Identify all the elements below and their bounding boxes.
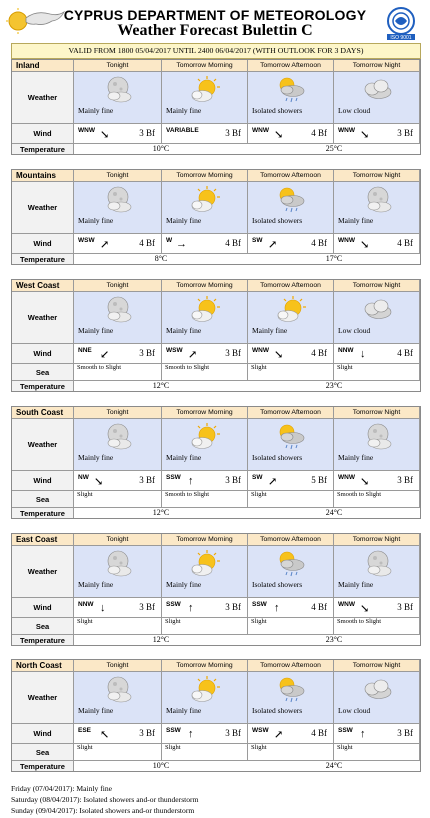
- weather-description: Mainly fine: [78, 706, 114, 715]
- wind-direction: SSW: [166, 474, 181, 481]
- region-west-coast: [11, 279, 421, 392]
- wind-cell: [248, 123, 334, 143]
- sea-state-cell: Slight: [74, 743, 162, 760]
- region-east-coast: [11, 533, 421, 646]
- weather-description: Isolated showers: [252, 106, 303, 115]
- wind-arrow-icon: ↙: [100, 349, 110, 361]
- temperature-label: Temperature: [12, 380, 74, 391]
- wind-cell: [162, 723, 248, 743]
- region-south-coast: [11, 406, 421, 519]
- wind-direction: NNW: [78, 601, 94, 608]
- period-header: Tomorrow Afternoon: [248, 407, 334, 418]
- moon-cloud-icon: [99, 76, 135, 104]
- period-header: Tomorrow Morning: [162, 170, 248, 181]
- wind-direction: ESE: [78, 727, 92, 734]
- wind-cell: [334, 233, 420, 253]
- sea-state-cell: Slight: [74, 617, 162, 634]
- wind-direction: SSW: [166, 727, 181, 734]
- wind-cell: [248, 597, 334, 617]
- wind-force: 3 Bf: [225, 475, 241, 485]
- sun-cloud-icon: [187, 676, 223, 704]
- weather-cell: [74, 71, 162, 123]
- sea-state-cell: Slight: [74, 490, 162, 507]
- wind-force: 4 Bf: [311, 128, 327, 138]
- wind-cell: [74, 470, 162, 490]
- region-name: West Coast: [12, 280, 74, 291]
- wind-cell: [248, 233, 334, 253]
- weather-description: Mainly fine: [338, 453, 374, 462]
- sea-label: Sea: [12, 490, 74, 507]
- temperature-night: 12°C: [152, 508, 170, 517]
- weather-description: Mainly fine: [338, 580, 374, 589]
- wind-arrow-icon: ↓: [360, 348, 366, 360]
- sun-cloud-rain-icon: [273, 76, 309, 104]
- temperature-afternoon: 25°C: [325, 144, 343, 153]
- wind-label: Wind: [12, 723, 74, 743]
- sun-cloud-rain-icon: [273, 423, 309, 451]
- sea-state-cell: Slight: [162, 743, 248, 760]
- temperature-night: 8°C: [154, 254, 168, 263]
- sun-cloud-rain-icon: [273, 550, 309, 578]
- moon-cloud-icon: [359, 423, 395, 451]
- period-header: Tomorrow Night: [334, 280, 420, 291]
- wind-cell: [248, 470, 334, 490]
- sea-state-cell: Slight: [162, 617, 248, 634]
- wind-arrow-icon: ↘: [360, 476, 370, 488]
- wind-force: 4 Bf: [225, 238, 241, 248]
- region-inland: [11, 59, 421, 155]
- sea-state-cell: Slight: [248, 490, 334, 507]
- temperature-night: 12°C: [152, 381, 170, 390]
- wind-label: Wind: [12, 470, 74, 490]
- temperature-label: Temperature: [12, 634, 74, 645]
- weather-label: Weather: [12, 181, 74, 233]
- wind-direction: SW: [252, 237, 263, 244]
- wind-force: 4 Bf: [139, 238, 155, 248]
- wind-label: Wind: [12, 233, 74, 253]
- wind-arrow-icon: ↘: [100, 129, 110, 141]
- period-header: Tonight: [74, 60, 162, 71]
- weather-cell: [334, 181, 420, 233]
- weather-description: Mainly fine: [166, 453, 202, 462]
- weather-cell: [74, 181, 162, 233]
- wind-cell: [74, 723, 162, 743]
- wind-direction: WNW: [252, 347, 269, 354]
- wind-force: 4 Bf: [311, 348, 327, 358]
- period-header: Tonight: [74, 534, 162, 545]
- cloud-icon: [359, 296, 395, 324]
- wind-arrow-icon: ↖: [100, 729, 110, 741]
- period-header: Tomorrow Morning: [162, 407, 248, 418]
- moon-cloud-icon: [99, 423, 135, 451]
- temperature-night: 10°C: [152, 761, 170, 770]
- wind-force: 3 Bf: [397, 728, 413, 738]
- wind-direction: WSW: [166, 347, 183, 354]
- weather-cell: [162, 71, 248, 123]
- sun-cloud-icon: [187, 186, 223, 214]
- moon-cloud-icon: [99, 676, 135, 704]
- sea-state-cell: Slight: [334, 363, 420, 380]
- wind-cell: [334, 123, 420, 143]
- wind-cell: [334, 343, 420, 363]
- wind-force: 4 Bf: [397, 238, 413, 248]
- wind-direction: WNW: [338, 601, 355, 608]
- temperature-afternoon: 24°C: [325, 508, 343, 517]
- wind-force: 5 Bf: [311, 475, 327, 485]
- temperature-afternoon: 23°C: [325, 635, 343, 644]
- sea-state-cell: Slight: [248, 743, 334, 760]
- wind-direction: WSW: [252, 727, 269, 734]
- weather-label: Weather: [12, 671, 74, 723]
- cloud-icon: [359, 676, 395, 704]
- wind-arrow-icon: →: [176, 238, 187, 250]
- wind-force: 3 Bf: [139, 728, 155, 738]
- period-header: Tomorrow Morning: [162, 280, 248, 291]
- wind-arrow-icon: ↑: [188, 728, 194, 740]
- weather-description: Mainly fine: [166, 106, 202, 115]
- weather-description: Mainly fine: [78, 453, 114, 462]
- wind-arrow-icon: ↓: [100, 602, 106, 614]
- period-header: Tomorrow Morning: [162, 534, 248, 545]
- weather-description: Mainly fine: [338, 216, 374, 225]
- region-name: South Coast: [12, 407, 74, 418]
- temperature-afternoon: 24°C: [325, 761, 343, 770]
- sea-label: Sea: [12, 743, 74, 760]
- moon-cloud-icon: [359, 550, 395, 578]
- weather-cell: [248, 545, 334, 597]
- wind-arrow-icon: ↘: [360, 603, 370, 615]
- bulletin-header: [0, 0, 430, 42]
- wind-direction: SW: [252, 474, 263, 481]
- sun-cloud-icon: [187, 76, 223, 104]
- weather-cell: [162, 181, 248, 233]
- period-header: Tomorrow Night: [334, 170, 420, 181]
- wind-arrow-icon: ↑: [188, 475, 194, 487]
- weather-cell: [162, 291, 248, 343]
- weather-cell: [334, 545, 420, 597]
- wind-label: Wind: [12, 343, 74, 363]
- wind-force: 3 Bf: [397, 475, 413, 485]
- wind-cell: [162, 233, 248, 253]
- weather-description: Mainly fine: [252, 326, 288, 335]
- weather-label: Weather: [12, 545, 74, 597]
- wind-force: 4 Bf: [311, 602, 327, 612]
- period-header: Tonight: [74, 660, 162, 671]
- wind-direction: SSW: [338, 727, 353, 734]
- weather-label: Weather: [12, 71, 74, 123]
- weather-cell: [334, 71, 420, 123]
- weather-cell: [248, 418, 334, 470]
- temperature-night: 12°C: [152, 635, 170, 644]
- wind-label: Wind: [12, 597, 74, 617]
- period-header: Tomorrow Night: [334, 60, 420, 71]
- wind-force: 4 Bf: [311, 728, 327, 738]
- wind-direction: SSW: [252, 601, 267, 608]
- weather-description: Isolated showers: [252, 706, 303, 715]
- weather-description: Mainly fine: [78, 580, 114, 589]
- weather-cell: [248, 181, 334, 233]
- wind-cell: [162, 597, 248, 617]
- wind-force: 3 Bf: [225, 348, 241, 358]
- weather-cell: [248, 71, 334, 123]
- region-mountains: [11, 169, 421, 265]
- sea-state-cell: Smooth to Slight: [162, 363, 248, 380]
- weather-description: Mainly fine: [166, 706, 202, 715]
- weather-description: Mainly fine: [166, 216, 202, 225]
- wind-arrow-icon: ↗: [268, 239, 278, 251]
- moon-cloud-icon: [99, 550, 135, 578]
- weather-cell: [74, 418, 162, 470]
- weather-description: Mainly fine: [78, 216, 114, 225]
- wind-arrow-icon: ↑: [274, 602, 280, 614]
- region-north-coast: [11, 659, 421, 772]
- weather-description: Isolated showers: [252, 453, 303, 462]
- validity-banner: VALID FROM 1800 05/04/2017 UNTIL 2400 06/04/2017 (WITH OUTLOOK FOR 3 DAYS): [11, 43, 421, 59]
- wind-force: 4 Bf: [397, 348, 413, 358]
- wind-cell: [334, 723, 420, 743]
- wind-direction: NW: [78, 474, 89, 481]
- wind-cell: [74, 597, 162, 617]
- bulletin-title: Weather Forecast Bulettin C: [117, 22, 313, 39]
- outlook-line: Saturday (08/04/2017): Isolated showers and-or thunderstorm: [11, 795, 199, 804]
- sea-state-cell: Smooth to Slight: [74, 363, 162, 380]
- wind-direction: WSW: [78, 237, 95, 244]
- weather-description: Low cloud: [338, 106, 371, 115]
- sea-state-cell: Smooth to Slight: [334, 617, 420, 634]
- sea-state-cell: Slight: [248, 363, 334, 380]
- wind-cell: [334, 470, 420, 490]
- wind-force: 3 Bf: [139, 128, 155, 138]
- wind-force: 3 Bf: [225, 128, 241, 138]
- weather-cell: [334, 671, 420, 723]
- sea-state-cell: Smooth to Slight: [334, 490, 420, 507]
- weather-cell: [162, 418, 248, 470]
- wind-force: 3 Bf: [397, 128, 413, 138]
- wind-arrow-icon: ↘: [274, 129, 284, 141]
- weather-label: Weather: [12, 418, 74, 470]
- weather-cell: [74, 291, 162, 343]
- period-header: Tomorrow Night: [334, 660, 420, 671]
- department-title: CYPRUS DEPARTMENT OF METEOROLOGY: [63, 7, 367, 23]
- wind-arrow-icon: ↗: [274, 729, 284, 741]
- weather-description: Mainly fine: [166, 326, 202, 335]
- weather-description: Mainly fine: [78, 106, 114, 115]
- outlook-line: Friday (07/04/2017): Mainly fine: [11, 784, 113, 793]
- iso-text: ISO 9001: [390, 35, 412, 40]
- weather-cell: [334, 291, 420, 343]
- weather-cell: [248, 291, 334, 343]
- wind-force: 4 Bf: [311, 238, 327, 248]
- wind-direction: NNE: [78, 347, 92, 354]
- wind-cell: [334, 597, 420, 617]
- weather-description: Mainly fine: [166, 580, 202, 589]
- temperature-label: Temperature: [12, 507, 74, 518]
- region-name: Mountains: [12, 170, 74, 181]
- period-header: Tomorrow Afternoon: [248, 660, 334, 671]
- wind-cell: [162, 123, 248, 143]
- weather-cell: [162, 545, 248, 597]
- weather-cell: [248, 671, 334, 723]
- temperature-label: Temperature: [12, 253, 74, 264]
- wind-force: 3 Bf: [225, 728, 241, 738]
- moon-cloud-icon: [99, 186, 135, 214]
- wind-cell: [248, 723, 334, 743]
- region-name: East Coast: [12, 534, 74, 545]
- sun-cloud-icon: [273, 296, 309, 324]
- sun-cloud-icon: [187, 296, 223, 324]
- weather-description: Low cloud: [338, 706, 371, 715]
- weather-cell: [74, 671, 162, 723]
- wind-cell: [162, 470, 248, 490]
- temperature-afternoon: 17°C: [325, 254, 343, 263]
- wind-force: 3 Bf: [139, 475, 155, 485]
- wind-arrow-icon: ↑: [360, 728, 366, 740]
- wind-arrow-icon: ↘: [274, 349, 284, 361]
- weather-cell: [74, 545, 162, 597]
- wind-arrow-icon: ↑: [188, 602, 194, 614]
- temperature-label: Temperature: [12, 143, 74, 154]
- wind-direction: WNW: [338, 127, 355, 134]
- wind-arrow-icon: ↗: [188, 349, 198, 361]
- period-header: Tomorrow Afternoon: [248, 170, 334, 181]
- sea-state-cell: Slight: [334, 743, 420, 760]
- period-header: Tomorrow Morning: [162, 660, 248, 671]
- wind-cell: [248, 343, 334, 363]
- weather-cell: [334, 418, 420, 470]
- outlook-line: Sunday (09/04/2017): Isolated showers and-or thunderstorm: [11, 806, 195, 815]
- wind-direction: SSW: [166, 601, 181, 608]
- cloud-icon: [359, 76, 395, 104]
- wind-arrow-icon: ↘: [94, 476, 104, 488]
- weather-description: Low cloud: [338, 326, 371, 335]
- wind-force: 3 Bf: [397, 602, 413, 612]
- weather-description: Mainly fine: [78, 326, 114, 335]
- sun-cloud-icon: [187, 550, 223, 578]
- wind-arrow-icon: ↘: [360, 129, 370, 141]
- wind-cell: [74, 233, 162, 253]
- wind-label: Wind: [12, 123, 74, 143]
- wind-force: 3 Bf: [225, 602, 241, 612]
- wind-cell: [74, 123, 162, 143]
- sun-cloud-icon: [187, 423, 223, 451]
- period-header: Tomorrow Afternoon: [248, 280, 334, 291]
- period-header: Tomorrow Night: [334, 534, 420, 545]
- temperature-night: 10°C: [152, 144, 170, 153]
- sea-state-cell: Smooth to Slight: [162, 490, 248, 507]
- sun-cloud-rain-icon: [273, 676, 309, 704]
- period-header: Tonight: [74, 280, 162, 291]
- sea-state-cell: Slight: [248, 617, 334, 634]
- weather-label: Weather: [12, 291, 74, 343]
- weather-description: Isolated showers: [252, 216, 303, 225]
- moon-cloud-icon: [359, 186, 395, 214]
- period-header: Tonight: [74, 170, 162, 181]
- wind-cell: [162, 343, 248, 363]
- wind-arrow-icon: ↗: [268, 476, 278, 488]
- sea-label: Sea: [12, 363, 74, 380]
- wind-direction: WNW: [338, 237, 355, 244]
- wind-direction: VARIABLE: [166, 127, 199, 134]
- region-name: North Coast: [12, 660, 74, 671]
- wind-force: 3 Bf: [139, 348, 155, 358]
- weather-cell: [162, 671, 248, 723]
- wind-force: 3 Bf: [139, 602, 155, 612]
- weather-description: Isolated showers: [252, 580, 303, 589]
- wind-direction: NNW: [338, 347, 354, 354]
- wind-direction: WNW: [338, 474, 355, 481]
- temperature-label: Temperature: [12, 760, 74, 771]
- wind-direction: WNW: [252, 127, 269, 134]
- period-header: Tomorrow Afternoon: [248, 60, 334, 71]
- wind-direction: WNW: [78, 127, 95, 134]
- period-header: Tomorrow Afternoon: [248, 534, 334, 545]
- period-header: Tonight: [74, 407, 162, 418]
- temperature-afternoon: 23°C: [325, 381, 343, 390]
- sea-label: Sea: [12, 617, 74, 634]
- sun-cloud-rain-icon: [273, 186, 309, 214]
- wind-direction: W: [166, 237, 173, 244]
- moon-cloud-icon: [99, 296, 135, 324]
- iso-logo: [384, 6, 418, 40]
- region-name: Inland: [12, 60, 74, 71]
- wind-cell: [74, 343, 162, 363]
- period-header: Tomorrow Morning: [162, 60, 248, 71]
- period-header: Tomorrow Night: [334, 407, 420, 418]
- wind-arrow-icon: ↘: [360, 239, 370, 251]
- wind-arrow-icon: ↗: [100, 239, 110, 251]
